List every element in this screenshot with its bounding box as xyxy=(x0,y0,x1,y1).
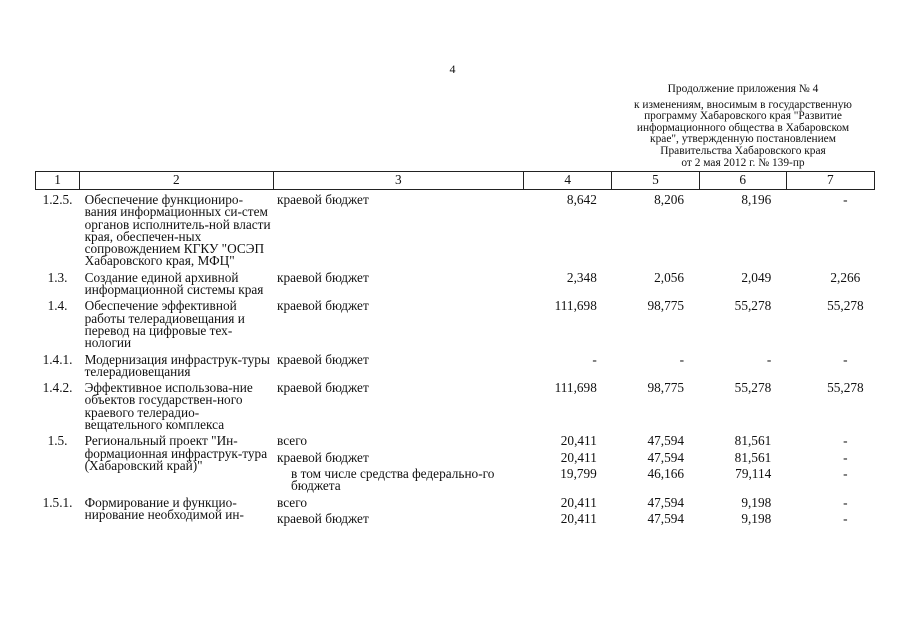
table-row xyxy=(36,431,875,447)
value-col-6: 9,198 xyxy=(741,494,772,510)
funding-source: краевой бюджет xyxy=(277,298,369,314)
value-col-7: - xyxy=(843,192,848,207)
value-col-5: - xyxy=(679,351,685,367)
value-col-4: 20,411 xyxy=(560,449,597,465)
value-col-7: - xyxy=(843,433,848,449)
row-number: 1.5. xyxy=(47,433,68,449)
value-col-6: 81,561 xyxy=(734,449,772,465)
table-row xyxy=(36,268,875,297)
row-number: 1.4.2. xyxy=(42,380,73,396)
value-col-5: 98,775 xyxy=(647,298,685,314)
row-description: Создание единой архивной информационной системы края xyxy=(84,269,264,298)
funding-source: всего xyxy=(277,494,307,510)
appendix-line: от 2 мая 2012 г. № 139-пр xyxy=(681,156,805,169)
column-header: 7 xyxy=(786,172,874,190)
value-col-6: 81,561 xyxy=(734,433,772,449)
column-header: 5 xyxy=(612,172,699,190)
value-col-6: 9,198 xyxy=(741,510,772,526)
row-description: Обеспечение эффективной работы телерадиовещания и перевод на цифровые тех-нологии xyxy=(84,298,245,351)
value-col-4: 20,411 xyxy=(560,510,597,526)
value-col-6: - xyxy=(766,351,772,367)
value-col-7: 55,278 xyxy=(827,298,864,314)
appendix-line: Правительства Хабаровского края xyxy=(660,144,826,157)
appendix-line: информационного общества в Хабаровском xyxy=(636,121,850,134)
value-col-5: 46,166 xyxy=(647,465,685,481)
value-col-6: 8,196 xyxy=(741,192,772,207)
column-header: 6 xyxy=(699,172,786,190)
funding-source: краевой бюджет xyxy=(277,192,369,207)
funding-source: в том числе средства федерально-го бюджета xyxy=(291,465,495,494)
value-col-4: 111,698 xyxy=(554,298,597,314)
value-col-6: 79,114 xyxy=(735,465,772,481)
value-col-4: 20,411 xyxy=(560,494,597,510)
value-col-5: 98,775 xyxy=(647,380,685,396)
appendix-line: крае", утвержденную постановлением xyxy=(650,133,836,146)
value-col-7: - xyxy=(843,465,848,481)
table-row xyxy=(36,190,875,268)
funding-source: краевой бюджет xyxy=(277,351,369,367)
value-col-4: 19,799 xyxy=(560,465,597,481)
column-header: 1 xyxy=(36,172,80,190)
table-row xyxy=(36,296,875,349)
row-number: 1.2.5. xyxy=(42,192,73,207)
funding-source: краевой бюджет xyxy=(277,380,369,396)
row-description: Формирование и функцио-нирование необходимой ин- xyxy=(84,494,244,522)
table-row xyxy=(36,378,875,431)
column-header: 3 xyxy=(273,172,524,190)
value-col-4: 8,642 xyxy=(566,192,597,207)
row-description: Обеспечение функциониро-вания информационных си-стем органов исполнитель-ной власти края, обеспечен-ных сопровождением КГКУ "ОСЭП Хабаровского края, МФЦ" xyxy=(84,192,271,269)
value-col-6: 55,278 xyxy=(734,298,772,314)
value-col-6: 2,049 xyxy=(741,269,772,285)
value-col-5: 47,594 xyxy=(647,510,685,526)
value-col-7: - xyxy=(843,449,848,465)
row-number: 1.4. xyxy=(47,298,68,314)
funding-source: всего xyxy=(277,433,307,449)
value-col-4: - xyxy=(592,351,597,367)
page-number: 4 xyxy=(449,62,456,76)
row-number: 1.5.1. xyxy=(42,494,73,510)
funding-source: краевой бюджет xyxy=(277,269,369,285)
appendix-line: к изменениям, вносимым в государственную xyxy=(634,98,852,111)
value-col-4: 2,348 xyxy=(566,269,597,285)
table-header-row xyxy=(36,172,875,190)
row-description: Региональный проект "Ин-формационная инфраструк-тура (Хабаровский край)" xyxy=(84,433,268,473)
value-col-7: - xyxy=(843,510,848,526)
value-col-7: - xyxy=(843,494,848,510)
row-description: Модернизация инфраструк-туры телерадиовещания xyxy=(84,351,270,379)
column-header: 4 xyxy=(524,172,612,190)
row-number: 1.4.1. xyxy=(42,351,73,367)
column-header: 2 xyxy=(80,172,273,190)
value-col-5: 47,594 xyxy=(647,449,685,465)
value-col-5: 8,206 xyxy=(654,192,685,207)
value-col-6: 55,278 xyxy=(734,380,772,396)
value-col-4: 111,698 xyxy=(554,380,597,396)
row-description: Эффективное использова-ние объектов государствен-ного краевого телерадио-вещательного комплекса xyxy=(84,380,253,433)
table-row xyxy=(36,350,875,379)
value-col-7: 55,278 xyxy=(827,380,864,396)
funding-source: краевой бюджет xyxy=(277,510,369,526)
value-col-5: 47,594 xyxy=(647,433,685,449)
appendix-line: программу Хабаровского края "Развитие xyxy=(644,110,842,123)
funding-source: краевой бюджет xyxy=(277,449,369,465)
row-number: 1.3. xyxy=(47,269,68,285)
value-col-5: 2,056 xyxy=(654,269,685,285)
value-col-7: - xyxy=(843,351,848,367)
table-row xyxy=(36,493,875,509)
value-col-7: 2,266 xyxy=(830,269,861,285)
appendix-note xyxy=(612,84,874,169)
value-col-5: 47,594 xyxy=(647,494,685,510)
value-col-4: 20,411 xyxy=(560,433,597,449)
funding-table xyxy=(35,171,875,525)
appendix-line: Продолжение приложения № 4 xyxy=(667,83,819,95)
